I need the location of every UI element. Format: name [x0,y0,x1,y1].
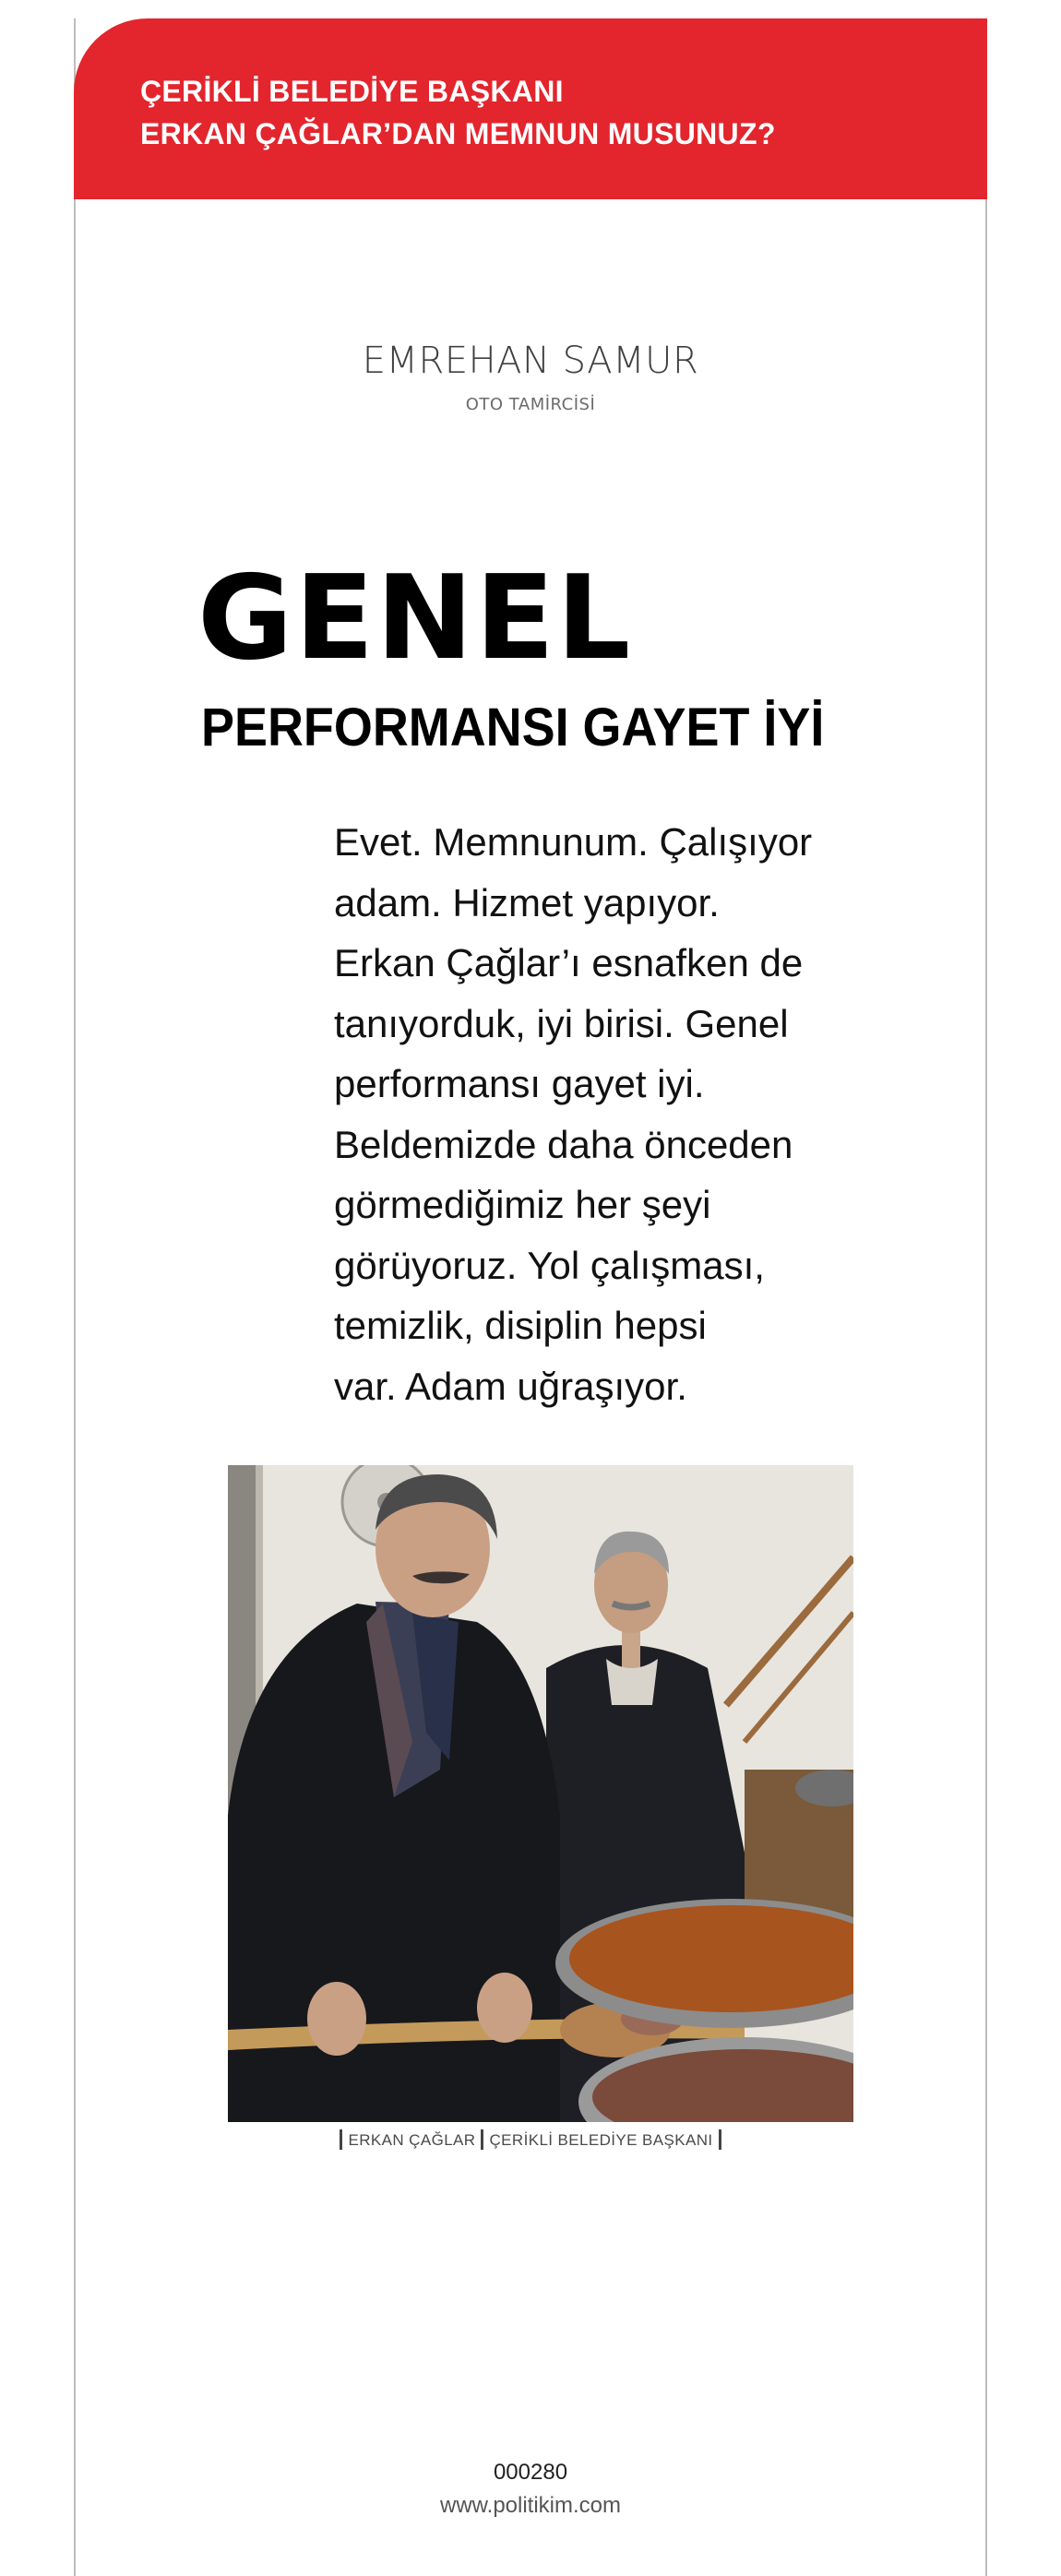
website-link[interactable]: www.politikim.com [439,2493,622,2518]
quote-line: adam. Hizmet yapıyor. [334,880,720,924]
quote-line: tanıyorduk, iyi birisi. Genel [334,1001,789,1045]
page-number: 000280 [493,2460,568,2485]
caption-divider [340,2129,342,2150]
quote-line: performansı gayet iyi. [334,1062,705,1105]
header-line-1: ÇERİKLİ BELEDİYE BAŞKANI [140,75,564,108]
quote-line: temizlik, disiplin hepsi [334,1304,707,1347]
photo-caption [0,2129,1061,2150]
quote-line: var. Adam uğraşıyor. [334,1364,687,1408]
quote-line: Beldemizde daha önceden [334,1122,793,1166]
quote-line: görüyoruz. Yol çalışması, [334,1243,765,1287]
caption-divider [719,2129,721,2150]
quote-line: Evet. Memnunum. Çalışıyor [334,820,813,864]
headline-subtitle: PERFORMANSI GAYET İYİ [201,698,825,757]
caption-role: ÇERİKLİ BELEDİYE BAŞKANI [489,2131,713,2149]
header-banner [74,18,987,199]
quote-line: görmediğimiz her şeyi [334,1183,711,1226]
quote-text [334,812,812,1416]
quote-line: Erkan Çağlar’ı esnafken de [334,941,804,984]
header-line-2: ERKAN ÇAĞLAR’DAN MEMNUN MUSUNUZ? [140,117,776,150]
headline-main: GENEL [197,550,633,686]
news-photo [228,1465,853,2122]
caption-name: ERKAN ÇAĞLAR [348,2131,476,2149]
interviewee-name: EMREHAN SAMUR [362,340,699,382]
interviewee-occupation: OTO TAMİRCİSİ [465,395,596,414]
caption-divider [481,2129,483,2150]
photo-illustration [228,1465,853,2122]
